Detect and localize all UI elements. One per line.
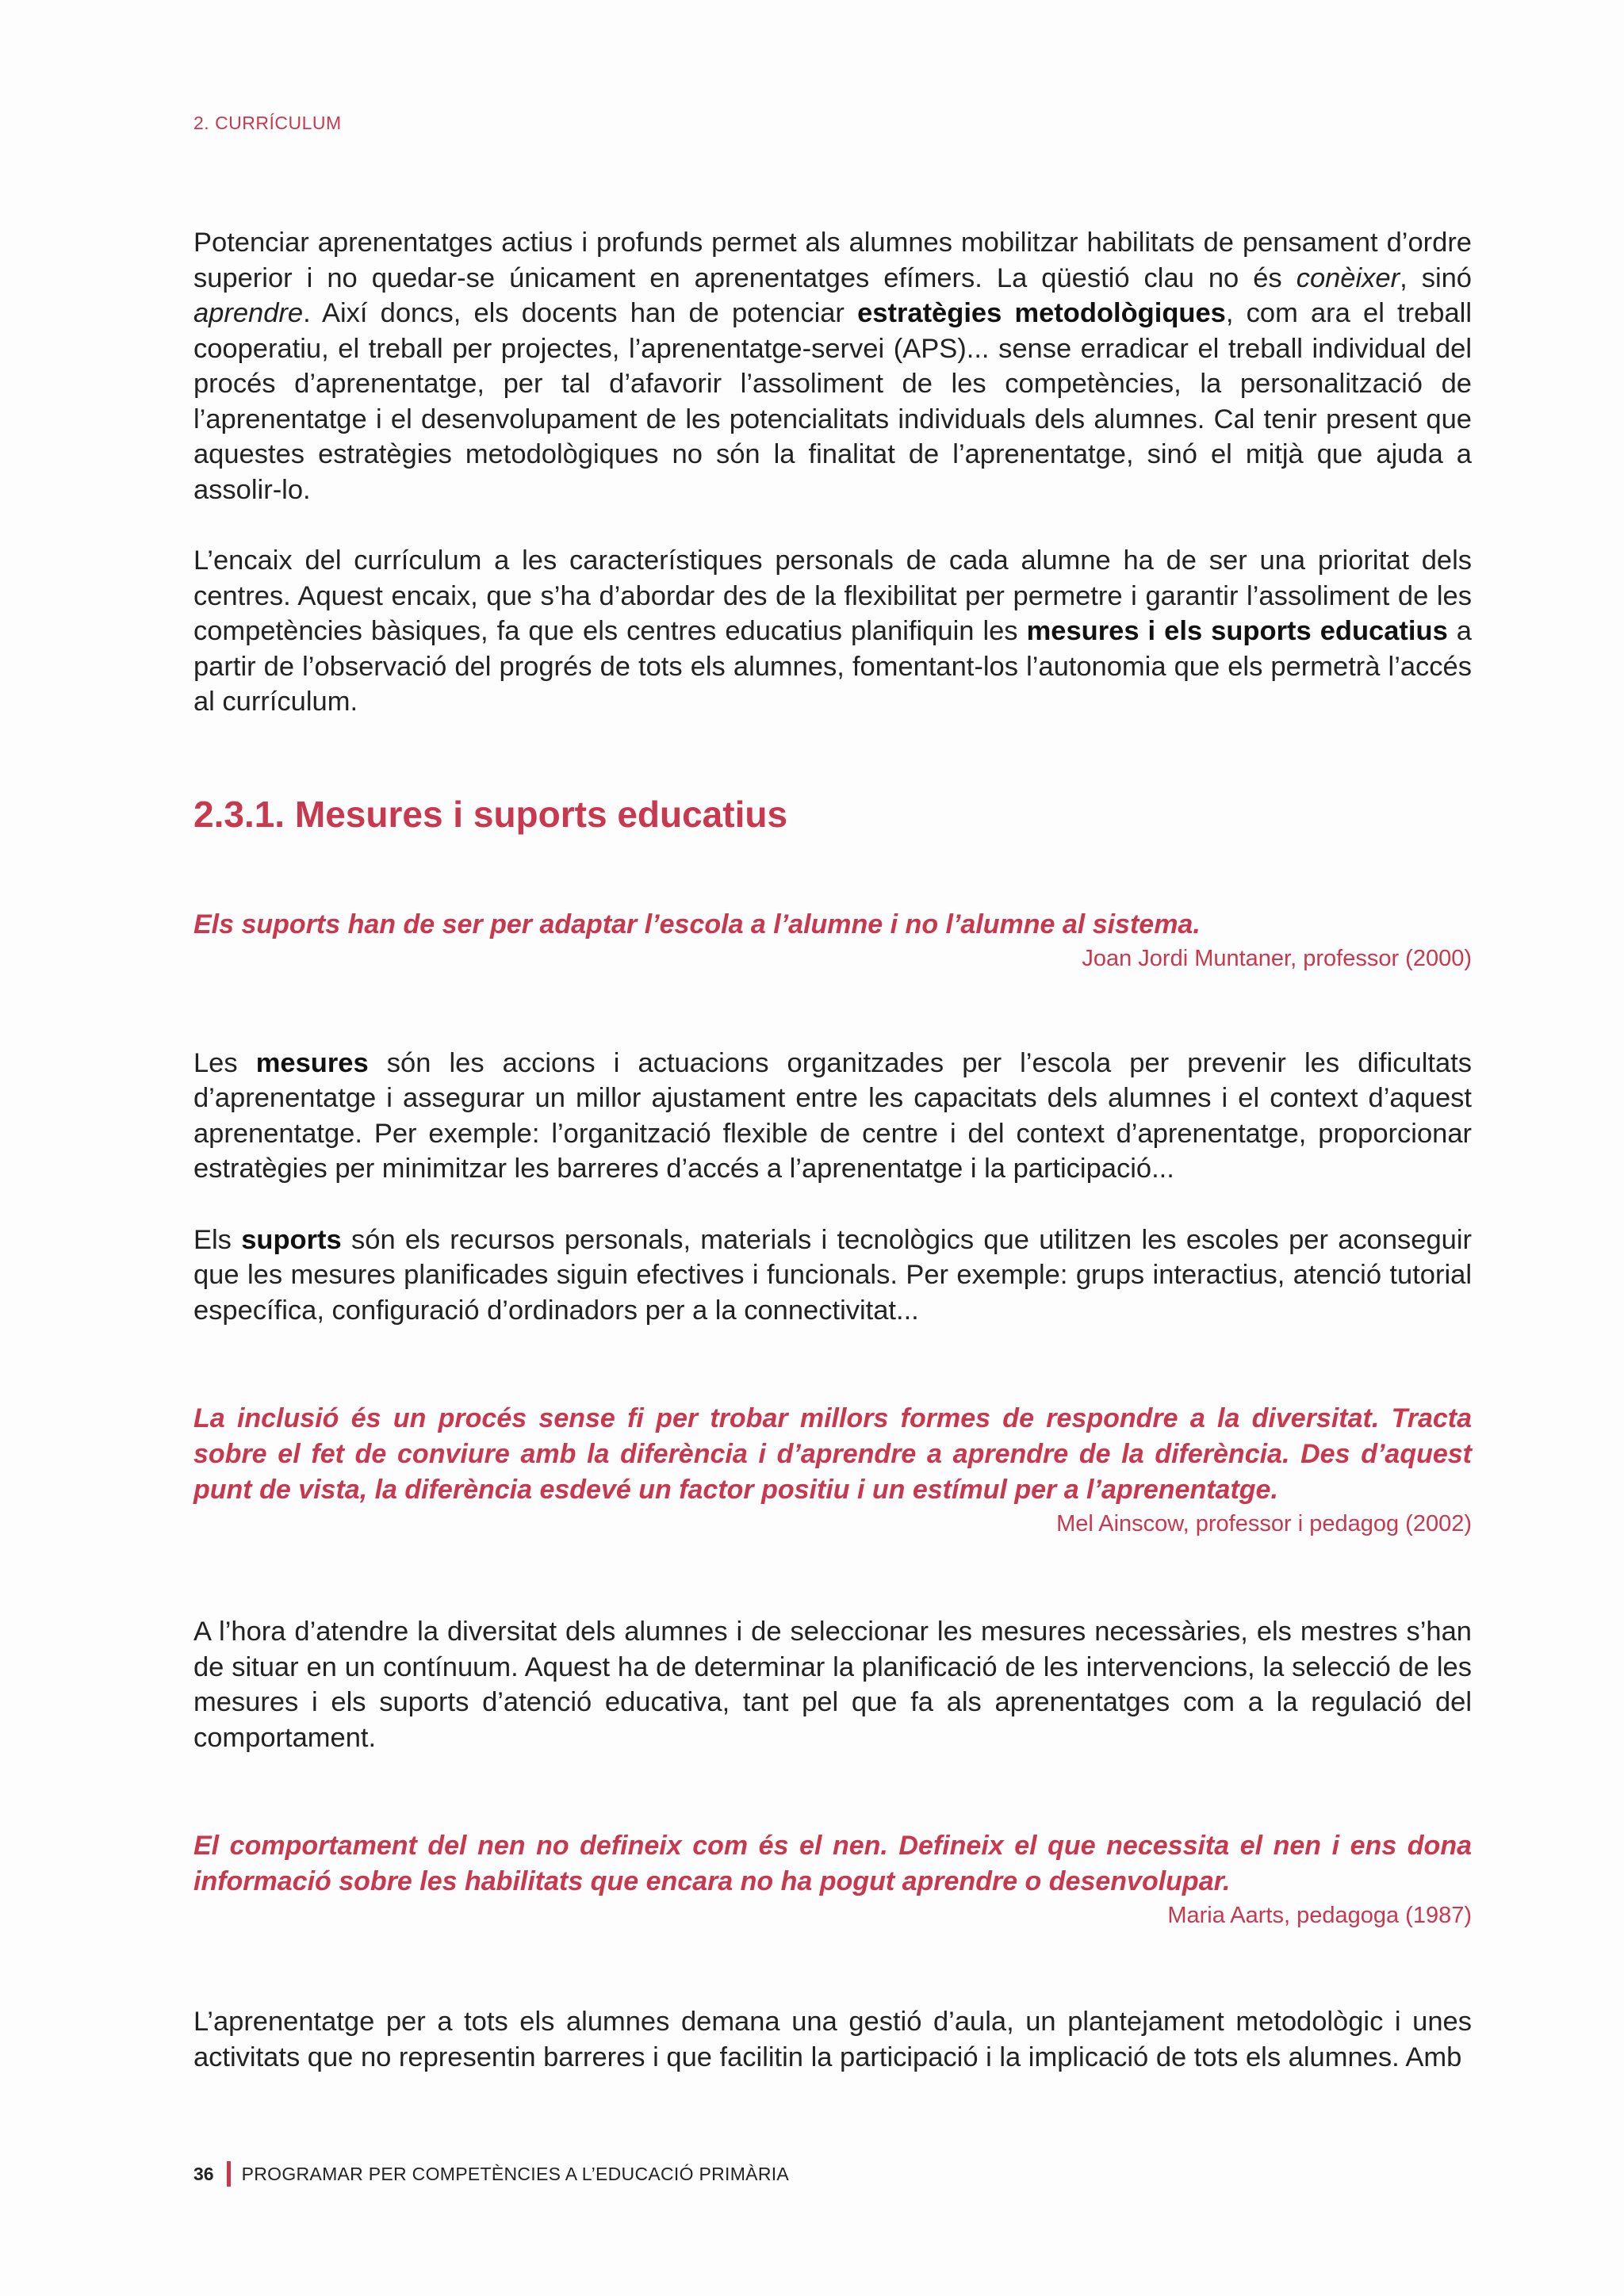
body-paragraph-diversitat: A l’hora d’atendre la diversitat dels alumnes i de seleccionar les mesures necessàries, els mestres s’han de situar en un contínuum. Aquest ha de determinar la planificació de les intervencions, la selecció de les mesures i els suports d’atenció educativa, tant pel que fa als aprenentatges com a la regulació del comportament.	[193, 1617, 1472, 1753]
quote-text: Els suports han de ser per adaptar l’escola a l’alumne i no l’alumne al sistema.	[193, 909, 1201, 939]
emphasis-text: conèixer	[1296, 262, 1400, 293]
footer-divider	[227, 2161, 231, 2187]
quote-text: El comportament del nen no defineix com és el nen. Defineix el que necessita el nen i ens dona informació sobre les habilitats que encara no ha pogut aprendre o desenvolupar.	[193, 1831, 1472, 1896]
text-run: són les accions i actuacions organitzades per l’escola per prevenir les dificultats d’aprenentatge i assegurar un millor ajustament entre les capacitats dels alumnes i el context d’aquest aprenentatge. Per exemple: l’organització flexible de centre i del context d’aprenentatge, proporcionar estratègies per minimitzar les barreres d’accés a l’aprenentatge i la participació...	[193, 1047, 1473, 1184]
quote-block-2	[193, 1401, 1472, 1540]
intro-paragraph-1	[193, 225, 1472, 507]
text-run: . Així doncs, els docents han de potenciar	[303, 298, 858, 328]
text-run: L’encaix del currículum a les característiques personals de cada alumne ha de ser una prioritat dels centres. Aquest encaix, que s’ha d’abordar des de la flexibilitat per permetre i garantir l’assoliment de les competències bàsiques, fa que els centres educatius planifiquin les	[193, 545, 1472, 646]
footer-title: PROGRAMAR PER COMPETÈNCIES A L’EDUCACIÓ PRIMÀRIA	[241, 2163, 790, 2184]
intro-paragraph-2	[193, 543, 1472, 720]
body-paragraph-suports	[193, 1223, 1472, 1329]
quote-attribution: Maria Aarts, pedagoga (1987)	[1167, 1903, 1472, 1928]
running-header: 2. CURRÍCULUM	[193, 113, 342, 133]
page-content	[193, 225, 1472, 2075]
emphasis-text: aprendre	[193, 298, 304, 328]
section-title: 2.3.1. Mesures i suports educatius	[193, 793, 788, 835]
quote-attribution: Mel Ainscow, professor i pedagog (2002)	[1056, 1511, 1472, 1536]
body-paragraph-mesures	[193, 1046, 1472, 1187]
quote-block-3	[193, 1828, 1472, 1931]
text-run: Els	[193, 1224, 242, 1255]
text-run: a partir de l’observació del progrés de tots els alumnes, fomentant-los l’autonomia que els permetrà l’accés al currículum.	[193, 616, 1472, 717]
text-run: són els recursos personals, materials i tecnològics que utilitzen les escoles per aconseguir que les mesures planificades siguin efectives i funcionals. Per exemple: grups interactius, atenció tutorial específica, configuració d’ordinadors per a la connectivitat...	[193, 1224, 1473, 1326]
page-footer	[193, 2161, 789, 2187]
bold-term: estratègies metodològiques	[857, 298, 1226, 328]
page-number: 36	[193, 2163, 214, 2184]
quote-attribution: Joan Jordi Muntaner, professor (2000)	[1082, 945, 1472, 971]
text-run: Potenciar aprenentatges actius i profunds permet als alumnes mobilitzar habilitats de pensament d’ordre superior i no quedar-se únicament en aprenentatges efímers. La qüestió clau no és	[193, 228, 1472, 293]
text-run: Les	[193, 1047, 256, 1078]
text-run: , com ara el treball cooperatiu, el treball per projectes, l’aprenentatge-servei (APS)... sense erradicar el treball individual del procés d’aprenentatge, per tal d’afavorir l’assoliment de les competències, la personalització de l’aprenentatge i el desenvolupament de les potencialitats individuals dels alumnes. Cal tenir present que aquestes estratègies metodològiques no són la finalitat de l’aprenentatge, sinó el mitjà que ajuda a assolir-lo.	[193, 298, 1472, 505]
text-run: , sinó	[1400, 262, 1472, 293]
quote-block-1	[193, 907, 1472, 974]
body-paragraph-aprenentatge: L’aprenentatge per a tots els alumnes demana una gestió d’aula, un plantejament metodològic i unes activitats que no representin barreres i que facilitin la participació i la implicació de tots els alumnes. Amb	[193, 2007, 1472, 2072]
quote-text: La inclusió és un procés sense fi per trobar millors formes de respondre a la diversitat. Tracta sobre el fet de conviure amb la diferència i d’aprendre a aprendre de la diferència. Des d’aquest punt de vista, la diferència esdevé un factor positiu i un estímul per a l’aprenentatge.	[193, 1403, 1472, 1505]
bold-term: mesures i els suports educatius	[1026, 616, 1448, 646]
bold-term: suports	[241, 1224, 342, 1255]
bold-term: mesures	[255, 1047, 369, 1078]
